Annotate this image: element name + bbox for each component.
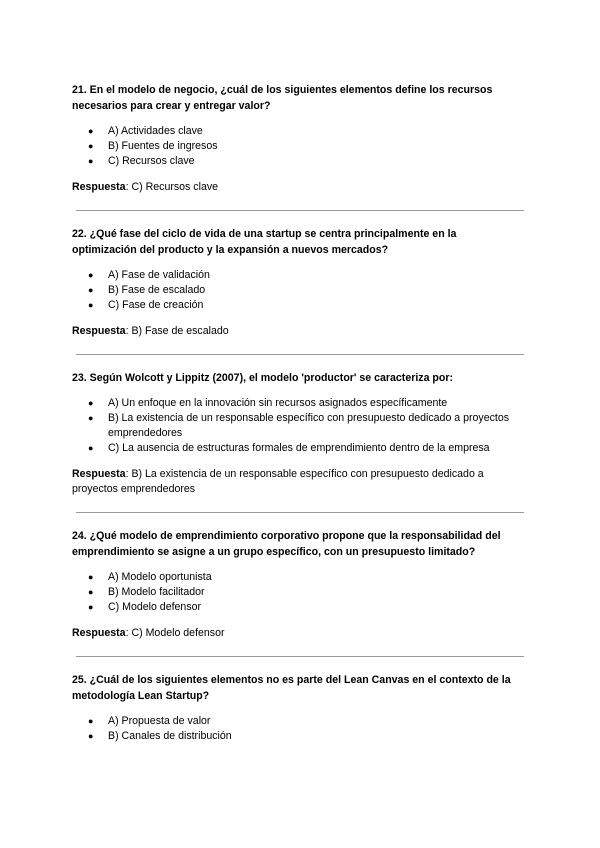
answer-text: C) Modelo defensor	[131, 627, 225, 639]
option-text: A) Propuesta de valor	[108, 715, 211, 727]
option-text: C) La ausencia de estructuras formales de emprendimiento dentro de la empresa	[108, 442, 490, 454]
option-item	[72, 268, 524, 283]
options-list	[72, 124, 524, 169]
document-page	[72, 82, 524, 744]
bullet-icon: ●	[88, 716, 94, 726]
option-text: B) Fase de escalado	[108, 284, 206, 296]
bullet-icon: ●	[88, 572, 94, 582]
question-block-25	[72, 672, 524, 744]
option-text: B) Canales de distribución	[108, 730, 232, 742]
bullet-icon: ●	[88, 443, 94, 453]
section-divider	[76, 512, 524, 513]
option-item	[72, 729, 524, 744]
options-list	[72, 570, 524, 615]
question-text: 21. En el modelo de negocio, ¿cuál de los siguientes elementos define los recursos necesarios para crear y entregar valor?	[72, 84, 493, 112]
option-text: C) Modelo defensor	[108, 601, 202, 613]
answer-text: C) Recursos clave	[131, 181, 219, 193]
section-divider	[76, 656, 524, 657]
option-item	[72, 396, 524, 411]
answer-text: B) La existencia de un responsable específico con presupuesto dedicado a proyectos emprendedores	[72, 468, 484, 495]
bullet-icon: ●	[88, 413, 94, 423]
option-item	[72, 124, 524, 139]
option-item	[72, 441, 524, 456]
option-item	[72, 298, 524, 313]
bullet-icon: ●	[88, 398, 94, 408]
option-item	[72, 139, 524, 154]
options-list	[72, 268, 524, 313]
option-item	[72, 411, 524, 441]
answer-line: Respuesta: C) Modelo defensor	[72, 627, 225, 639]
bullet-icon: ●	[88, 602, 94, 612]
answer-label: Respuesta	[72, 468, 126, 480]
options-list	[72, 396, 524, 456]
option-text: A) Un enfoque en la innovación sin recursos asignados específicamente	[108, 397, 448, 409]
option-item	[72, 585, 524, 600]
option-item	[72, 283, 524, 298]
option-item	[72, 714, 524, 729]
bullet-icon: ●	[88, 300, 94, 310]
section-divider	[76, 354, 524, 355]
section-divider	[76, 210, 524, 211]
answer-label: Respuesta	[72, 181, 126, 193]
question-block-21	[72, 82, 524, 195]
bullet-icon: ●	[88, 731, 94, 741]
answer-line: Respuesta: C) Recursos clave	[72, 181, 219, 193]
question-text: 24. ¿Qué modelo de emprendimiento corporativo propone que la responsabilidad del emprendimiento se asigne a un grupo específico, con un presupuesto limitado?	[72, 530, 501, 558]
option-text: B) Modelo facilitador	[108, 586, 205, 598]
option-item	[72, 600, 524, 615]
option-text: A) Fase de validación	[108, 269, 210, 281]
option-text: C) Recursos clave	[108, 155, 195, 167]
answer-line: Respuesta: B) Fase de escalado	[72, 325, 229, 337]
bullet-icon: ●	[88, 285, 94, 295]
question-block-22	[72, 226, 524, 339]
answer-line: Respuesta: B) La existencia de un responsable específico con presupuesto dedicado a proyectos emprendedores	[72, 468, 484, 495]
option-text: B) Fuentes de ingresos	[108, 140, 218, 152]
bullet-icon: ●	[88, 126, 94, 136]
option-text: B) La existencia de un responsable específico con presupuesto dedicado a proyectos emprendedores	[108, 412, 510, 439]
bullet-icon: ●	[88, 587, 94, 597]
bullet-icon: ●	[88, 141, 94, 151]
option-item	[72, 154, 524, 169]
option-text: A) Modelo oportunista	[108, 571, 212, 583]
answer-label: Respuesta	[72, 325, 126, 337]
question-text: 23. Según Wolcott y Lippitz (2007), el modelo 'productor' se caracteriza por:	[72, 372, 453, 384]
question-block-24	[72, 528, 524, 641]
answer-text: B) Fase de escalado	[131, 325, 229, 337]
question-block-23	[72, 370, 524, 497]
option-item	[72, 570, 524, 585]
bullet-icon: ●	[88, 156, 94, 166]
bullet-icon: ●	[88, 270, 94, 280]
options-list	[72, 714, 524, 744]
answer-label: Respuesta	[72, 627, 126, 639]
option-text: C) Fase de creación	[108, 299, 204, 311]
question-text: 25. ¿Cuál de los siguientes elementos no es parte del Lean Canvas en el contexto de la metodología Lean Startup?	[72, 674, 511, 702]
question-text: 22. ¿Qué fase del ciclo de vida de una startup se centra principalmente en la optimización del producto y la expansión a nuevos mercados?	[72, 228, 457, 256]
option-text: A) Actividades clave	[108, 125, 203, 137]
